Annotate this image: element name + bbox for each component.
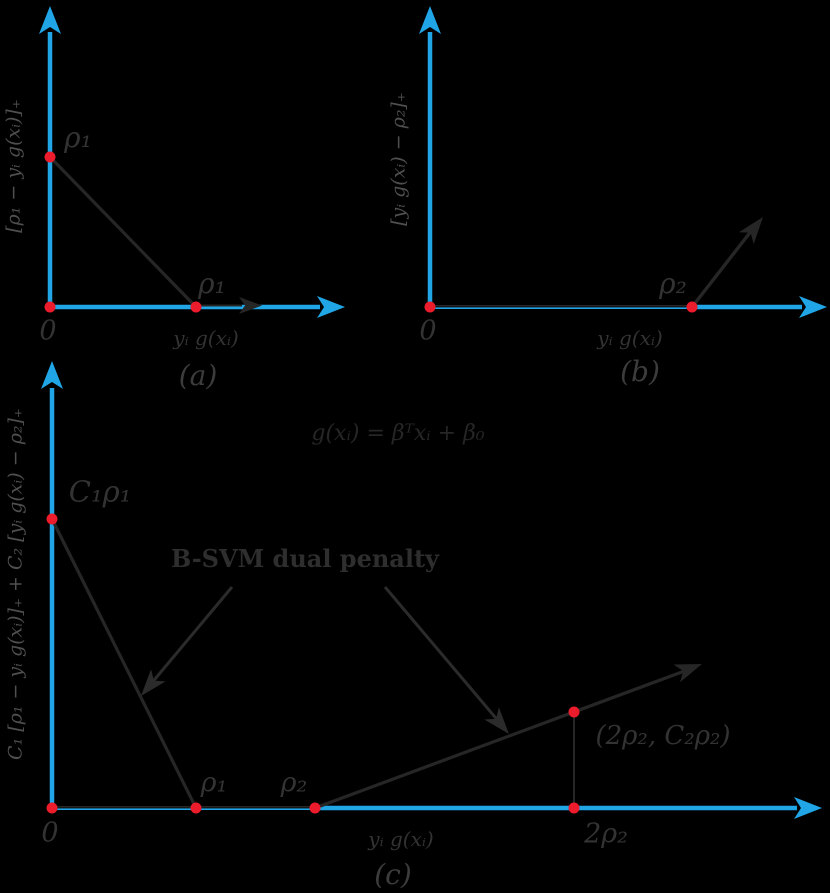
plot-c-marked-point-dot [569,707,580,718]
plot-c-c1rho1-dot [47,514,58,525]
plot-c-c1rho1-label: C₁ρ₁ [68,474,132,509]
plot-c-curve-arrowhead-icon [673,655,705,682]
plot-b-y-axis-label: [yᵢ g(xᵢ) − ρ₂]₊ [387,92,410,226]
plot-c-y-axis-arrowhead-icon [41,361,63,389]
plot-a-x-axis-arrowhead-icon [317,296,345,318]
model-equation: g(xᵢ) = βᵀxᵢ + β₀ [311,421,485,446]
plot-b-origin-label: 0 [419,315,437,347]
plot-c-rho1-label: ρ₁ [200,767,228,799]
plot-a-descending-segment [50,157,196,307]
plot-a-origin-dot [45,302,56,313]
plot-c-rho2-dot [310,803,321,814]
plot-a-rho1-y-label: ρ₁ [64,121,92,154]
plot-a-y-axis-label: [ρ₁ − yᵢ g(xᵢ)]₊ [2,99,25,233]
plot-c-rho2-label: ρ₂ [280,767,308,799]
plot-a-rho1-y-dot [45,152,56,163]
plot-a-penalty-curve [50,157,262,314]
plot-a-x-axis-label: yᵢ g(xᵢ) [173,326,239,350]
plot-c-origin-label: 0 [41,817,59,849]
plot-c-annotation-arrows [134,587,517,740]
plot-c-marked-point-label: (2ρ₂, C₂ρ₂) [595,721,731,751]
plot-b-rho2-label: ρ₂ [659,267,687,300]
plot-c-annotation-text: B-SVM dual penalty [170,544,440,573]
annotation-arrow-right [385,587,500,723]
plot-b-y-axis-arrowhead-icon [419,6,441,34]
plot-a-y-axis-arrowhead-icon [39,6,61,34]
plot-b-axes [419,6,827,318]
plot-b-x-axis-label: yᵢ g(xᵢ) [597,326,663,350]
plot-b-x-axis-arrowhead-icon [799,296,827,318]
plot-c-y-axis-label: C₁ [ρ₁ − yᵢ g(xᵢ)]₊ + C₂ [yᵢ g(xᵢ) − ρ₂]₊ [4,408,27,760]
plot-b-penalty-curve [430,211,770,307]
plot-c-origin-dot [47,803,58,814]
plot-a-origin-label: 0 [39,315,57,347]
plot-c-x-axis-label: yᵢ g(xᵢ) [368,827,434,851]
plot-c-caption: (c) [374,858,412,891]
plot-c-two-rho2-label: 2ρ₂ [584,818,628,850]
plot-b-points [425,302,698,313]
plot-a-rho1-x-label: ρ₁ [198,267,226,300]
plot-a-axes [39,6,345,318]
plot-b-origin-dot [425,302,436,313]
plot-a-caption: (a) [178,359,218,392]
plot-b-caption: (b) [620,355,660,388]
annotation-arrow-left [150,587,232,685]
plot-c-two-rho2-dot [569,803,580,814]
plot-b-rising-segment [692,230,752,307]
plot-a-rho1-x-dot [191,302,202,313]
plot-c-x-axis-arrowhead-icon [794,797,822,819]
plot-c-rho1-dot [191,803,202,814]
plot-b-rho2-dot [687,302,698,313]
